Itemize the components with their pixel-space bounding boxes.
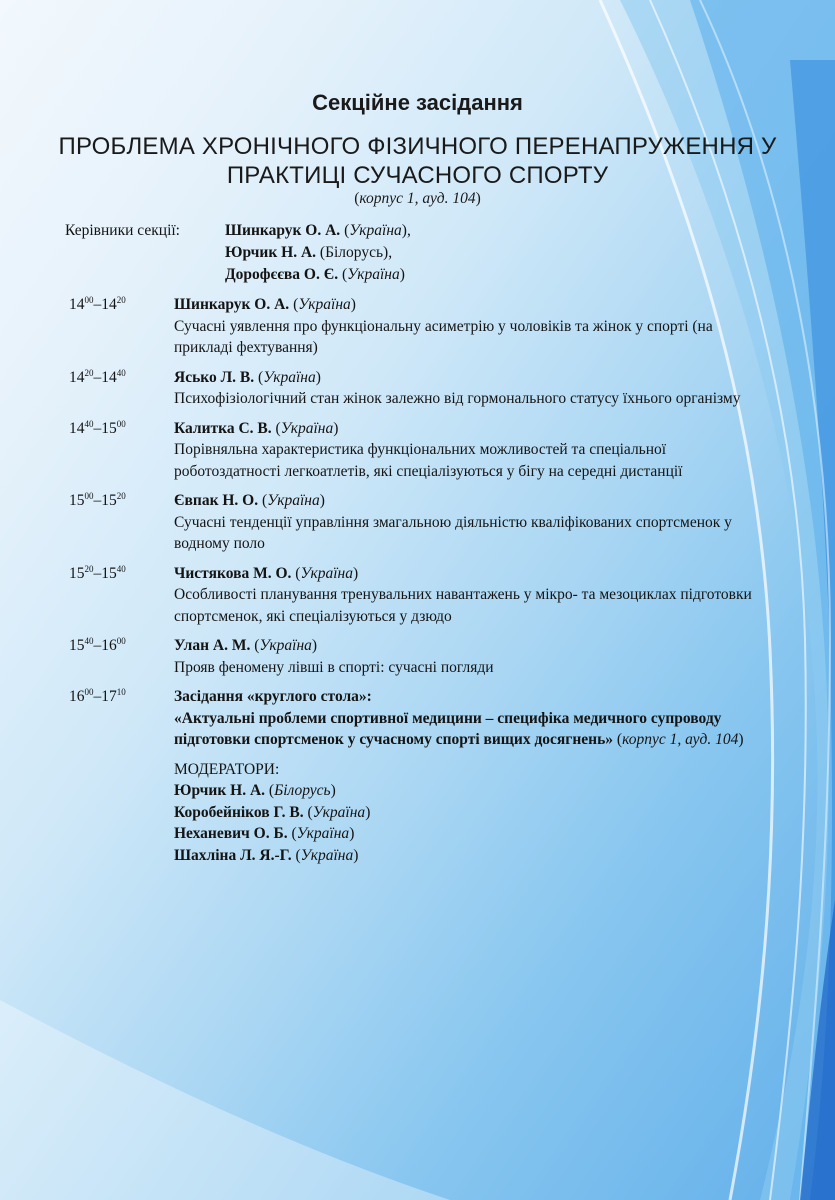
time-slot: $14^{40}-15^{00}$ [69,418,126,437]
session-heading: Секційне засідання [312,90,523,115]
speaker-name: Шинкарук О. А. [174,296,290,313]
time-slot: $15^{40}-16^{00}$ [69,636,126,654]
speaker-country: Україна [259,637,312,654]
time-start-minutes: 00 [84,687,94,697]
round-table-item [0,686,835,866]
talk-topic: Психофізіологічний стан жінок залежно від гормонального статусу їхнього організму [174,390,741,407]
speaker-country: Україна [300,564,353,582]
schedule-body [174,294,764,359]
schedule-body [174,418,764,483]
speaker-name: Улан А. М. [174,637,251,654]
speaker-name: Ясько Л. В. [174,368,255,386]
moderators-label: МОДЕРАТОРИ: [174,760,280,778]
moderator-row: Юрчик Н. А. (Білорусь) [174,782,336,799]
leader-name: Юрчик Н. А. [225,244,317,261]
time-slot: $14^{20}-14^{40}$ [69,367,126,386]
round-table-venue: корпус 1, ауд. 104 [622,731,739,748]
speaker-line: Калитка С. В. (Україна) [174,419,339,437]
schedule-item [0,635,835,678]
speaker-line: Євпак Н. О. (Україна) [174,492,325,509]
moderators-block [174,759,764,867]
time-end-minutes: 00 [116,418,126,429]
speaker-line: Шинкарук О. А. (Україна) [174,296,356,313]
speaker-country: Україна [280,419,334,437]
time-end-minutes: 20 [116,295,126,305]
leader-country: Білорусь [325,244,384,261]
talk-topic: Сучасні уявлення про функціональну асиметрію у чоловіків та жінок у спорті (на прикладі фехтування) [174,317,713,356]
time-end-minutes: 20 [116,491,126,501]
time-start-minutes: 00 [84,295,94,305]
schedule-body [174,635,764,678]
time-start-minutes: 40 [84,418,94,429]
leaders-list [225,220,411,286]
schedule [0,294,835,874]
talk-topic: Сучасні тенденції управління змагальною діяльністю кваліфікованих спортсменок у водному поло [174,513,732,552]
moderator-country: Україна [312,803,366,821]
talk-topic: Прояв феномену лівші в спорті: сучасні погляди [174,658,494,676]
time-end-minutes: 40 [116,367,126,378]
talk-topic: Порівняльна характеристика функціональних можливостей та спеціальної роботоздатності легкоатлетів, які спеціалізуються у бігу на середні дистанції [174,441,683,480]
moderator-row: Коробейніков Г. В. (Україна) [174,803,371,821]
time-start-minutes: 40 [84,636,94,646]
moderator-country: Україна [300,846,354,864]
schedule-body [174,490,764,555]
speaker-line: Ясько Л. В. (Україна) [174,368,321,386]
speaker-country: Україна [267,492,320,509]
leader-name: Дорофєєва О. Є. [225,266,339,283]
moderator-name: Юрчик Н. А. [174,782,266,799]
round-table-title: «Актуальні проблеми спортивної медицини – специфіка медичного супроводу підготовки спортсменок у сучасному спорті вищих досягнень» [174,709,722,748]
round-table-heading: Засідання «круглого стола»: [174,688,372,705]
moderator-row: Шахліна Л. Я.-Г. (Україна) [174,846,359,864]
time-start-minutes: 20 [84,367,94,378]
time-end-minutes: 40 [116,563,126,574]
speaker-name: Євпак Н. О. [174,492,259,509]
round-table-body [174,686,764,866]
venue-text: корпус 1, ауд. 104 [359,190,476,207]
schedule-body [174,367,764,410]
section-title: ПРОБЛЕМА ХРОНІЧНОГО ФІЗИЧНОГО ПЕРЕНАПРУЖЕННЯ У ПРАКТИЦІ СУЧАСНОГО СПОРТУ [58,133,777,189]
moderator-row: Неханевич О. Б. (Україна) [174,825,355,842]
moderator-country: Україна [296,825,350,842]
speaker-country: Україна [263,368,316,386]
time-start-minutes: 00 [84,491,94,501]
leader-country: Україна [347,266,400,283]
round-table-topic: «Актуальні проблеми спортивної медицини – специфіка медичного супроводу підготовки спортсменок у сучасному спорті вищих досягнень» (корпус 1, ауд. 104) [174,709,744,748]
speaker-name: Калитка С. В. [174,419,272,437]
schedule-item [0,418,835,483]
section-venue: (корпус 1, ауд. 104) [354,190,481,207]
time-slot: $14^{00}-14^{20}$ [69,295,126,313]
time-slot: $15^{20}-15^{40}$ [69,563,126,582]
moderator-name: Шахліна Л. Я.-Г. [174,846,292,864]
leader-row: Дорофєєва О. Є. (Україна) [225,266,405,283]
moderator-name: Коробейніков Г. В. [174,803,304,821]
time-end-minutes: 00 [116,636,126,646]
time-start-minutes: 20 [84,563,94,574]
moderator-name: Неханевич О. Б. [174,825,288,842]
moderator-country: Білорусь [274,782,331,799]
speaker-line: Улан А. М. (Україна) [174,637,318,654]
time-end-minutes: 10 [116,687,126,697]
leader-row: Юрчик Н. А. (Білорусь), [225,244,393,261]
leader-row: Шинкарук О. А. (Україна), [225,222,411,239]
time-slot: $16^{00}-17^{10}$ [69,687,126,705]
schedule-item [0,490,835,555]
schedule-item [0,367,835,410]
schedule-item [0,294,835,359]
time-slot: $15^{00}-15^{20}$ [69,491,126,509]
leaders-label: Керівники секції: [65,222,180,239]
leader-country: Україна [349,222,402,239]
speaker-name: Чистякова М. О. [174,564,292,582]
schedule-body [174,563,764,628]
talk-topic: Особливості планування тренувальних навантажень у мікро- та мезоциклах підготовки спортсменок, які спеціалізуються у дзюдо [174,586,752,625]
speaker-line: Чистякова М. О. (Україна) [174,564,359,582]
leader-name: Шинкарук О. А. [225,222,341,239]
speaker-country: Україна [298,296,351,313]
schedule-item [0,563,835,628]
